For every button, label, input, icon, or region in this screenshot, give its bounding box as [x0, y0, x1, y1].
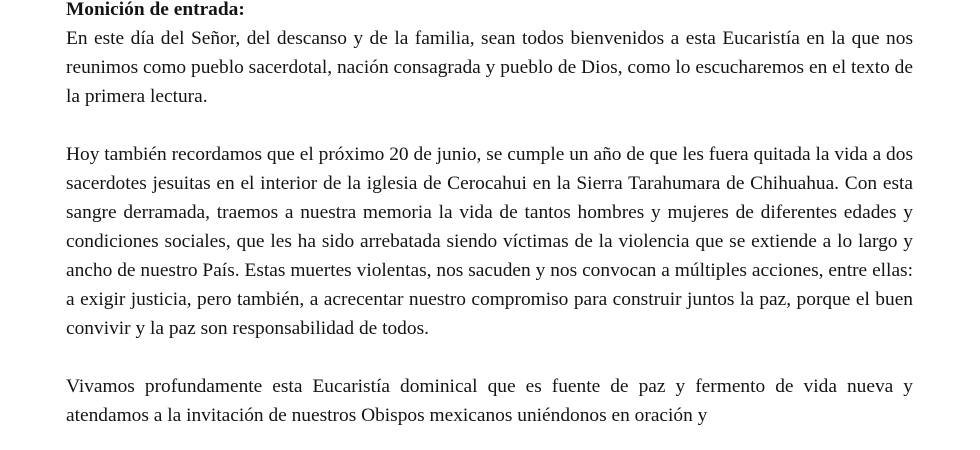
paragraph-invitation: Vivamos profundamente esta Eucaristía dominical que es fuente de paz y fermento de vida nueva y atendamos a la invitación de nuestros Obispos mexicanos uniéndonos en oración y	[66, 376, 913, 426]
paragraph-remembrance: Hoy también recordamos que el próximo 20 de junio, se cumple un año de que les fuera quitada la vida a dos sacerdotes jesuitas en el interior de la iglesia de Cerocahui en la Sierra Tarahumara de Chihuahua. Con esta sangre derramada, traemos a nuestra memoria la vida de tantos hombres y mujeres de diferentes edades y condiciones sociales, que les ha sido arrebatada siendo víctimas de la violencia que se extiende a lo largo y ancho de nuestro País. Estas muertes violentas, nos sacuden y nos convocan a múltiples acciones, entre ellas: a exigir justicia, pero también, a acrecentar nuestro compromiso para construir juntos la paz, porque el buen convivir y la paz son responsabilidad de todos.	[66, 144, 913, 339]
document-body	[66, 0, 913, 430]
paragraph-spacer	[66, 111, 913, 140]
paragraph-spacer	[66, 343, 913, 372]
section-heading: Monición de entrada:	[66, 0, 245, 20]
paragraph-welcome: En este día del Señor, del descanso y de la familia, sean todos bienvenidos a esta Eucaristía en la que nos reunimos como pueblo sacerdotal, nación consagrada y pueblo de Dios, como lo escucharemos en el texto de la primera lectura.	[66, 28, 913, 107]
